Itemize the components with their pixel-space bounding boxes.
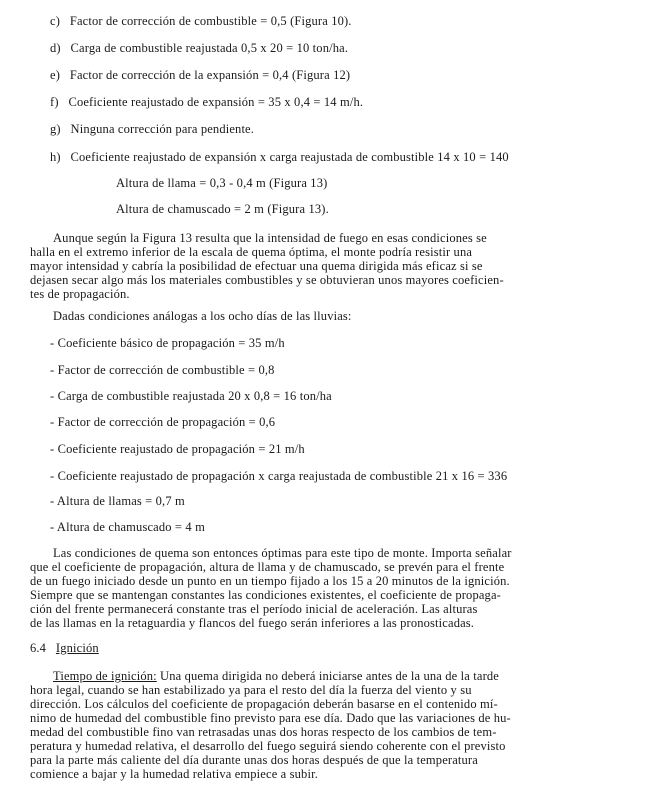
paragraph1-line: mayor intensidad y cabría la posibilidad de efectuar una quema dirigida más eficaz si se — [30, 259, 483, 273]
paragraph1-line: Aunque según la Figura 13 resulta que la intensidad de fuego en esas condiciones se — [53, 231, 487, 245]
item-label: g) — [50, 122, 61, 136]
sub-item-scorch-height: Altura de chamuscado = 2 m (Figura 13). — [116, 202, 329, 216]
item-f — [50, 95, 363, 109]
paragraph2-line: de un fuego iniciado desde un punto en un tiempo fijado a los 15 a 20 minutos de la ignición. — [30, 574, 510, 588]
paragraph1-line: tes de propagación. — [30, 287, 130, 301]
paragraph3-line: dirección. Los cálculos del coeficiente de propagación deberán basarse en el contenido mí- — [30, 697, 498, 711]
item-label: h) — [50, 150, 61, 164]
section-number: 6.4 — [30, 641, 47, 655]
item-text: Factor de corrección de combustible = 0,5 (Figura 10). — [69, 14, 352, 28]
paragraph3-line: para la parte más caliente del día durante unas dos horas después de que la temperatura — [30, 753, 478, 767]
item-label: d) — [50, 41, 61, 55]
dash-item: - Carga de combustible reajustada 20 x 0,8 = 16 ton/ha — [50, 389, 332, 403]
item-label: e) — [50, 68, 61, 82]
paragraph3-line: medad del combustible fino van retrasadas unas dos horas respecto de los cambios de tem- — [30, 725, 497, 739]
section-title: Ignición — [55, 641, 99, 655]
dash-item: - Factor de corrección de combustible = 0,8 — [50, 363, 275, 377]
item-d — [50, 41, 348, 55]
dash-item: - Coeficiente reajustado de propagación x carga reajustada de combustible 21 x 16 = 336 — [50, 469, 508, 483]
paragraph2-line: ción del frente permanecerá constante tras el período inicial de aceleración. Las alturas — [30, 602, 478, 616]
paragraph3-first-line — [53, 669, 499, 683]
item-text: Coeficiente reajustado de expansión x carga reajustada de combustible 14 x 10 = 140 — [70, 150, 509, 164]
dash-item: - Factor de corrección de propagación = 0,6 — [50, 415, 276, 429]
sub-item-flame-height: Altura de llama = 0,3 - 0,4 m (Figura 13) — [116, 176, 328, 190]
section-heading — [30, 641, 99, 655]
dash-item: - Coeficiente reajustado de propagación = 21 m/h — [50, 442, 305, 456]
item-text: Factor de corrección de la expansión = 0,4 (Figura 12) — [69, 68, 351, 82]
item-text: Coeficiente reajustado de expansión = 35 x 0,4 = 14 m/h. — [68, 95, 364, 109]
item-g — [50, 122, 254, 136]
dash-item: - Coeficiente básico de propagación = 35 m/h — [50, 336, 285, 350]
item-label: f) — [50, 95, 59, 109]
item-e — [50, 68, 350, 82]
paragraph2-line: de las llamas en la retaguardia y flancos del fuego serán inferiores a las pronosticadas. — [30, 616, 475, 630]
ignition-time-lead: Tiempo de ignición: — [53, 669, 157, 683]
item-text: Ninguna corrección para pendiente. — [70, 122, 255, 136]
paragraph2-line: que el coeficiente de propagación, altura de llama y de chamuscado, se prevén para el frente — [30, 560, 505, 574]
paragraph3-line: peratura y humedad relativa, el desarrollo del fuego seguirá siendo coherente con el previsto — [30, 739, 506, 753]
item-c — [50, 14, 352, 28]
paragraph1-line: dejasen secar algo más los materiales combustibles y se obtuvieran unos mayores coeficien- — [30, 273, 504, 287]
paragraph3-line: nimo de humedad del combustible fino previsto para ese día. Dado que las variaciones de hu- — [30, 711, 511, 725]
item-label: c) — [50, 14, 61, 28]
item-text: Carga de combustible reajustada 0,5 x 20 = 10 ton/ha. — [70, 41, 349, 55]
intro-conditions: Dadas condiciones análogas a los ocho días de las lluvias: — [53, 309, 352, 323]
paragraph2-line: Las condiciones de quema son entonces óptimas para este tipo de monte. Importa señalar — [53, 546, 512, 560]
paragraph1-line: halla en el extremo inferior de la escala de quema óptima, el monte podría resistir una — [30, 245, 473, 259]
dash-item: - Altura de chamuscado = 4 m — [50, 520, 205, 534]
paragraph3-line: hora legal, cuando se han estabilizado ya para el resto del día la fuerza del viento y su — [30, 683, 472, 697]
item-h — [50, 150, 509, 164]
paragraph3-line: comience a bajar y la humedad relativa empiece a subir. — [30, 767, 318, 781]
paragraph3-first-rest: Una quema dirigida no deberá iniciarse antes de la una de la tarde — [156, 669, 499, 683]
dash-item: - Altura de llamas = 0,7 m — [50, 494, 185, 508]
paragraph2-line: Siempre que se mantengan constantes las condiciones existentes, el coeficiente de propaga- — [30, 588, 501, 602]
